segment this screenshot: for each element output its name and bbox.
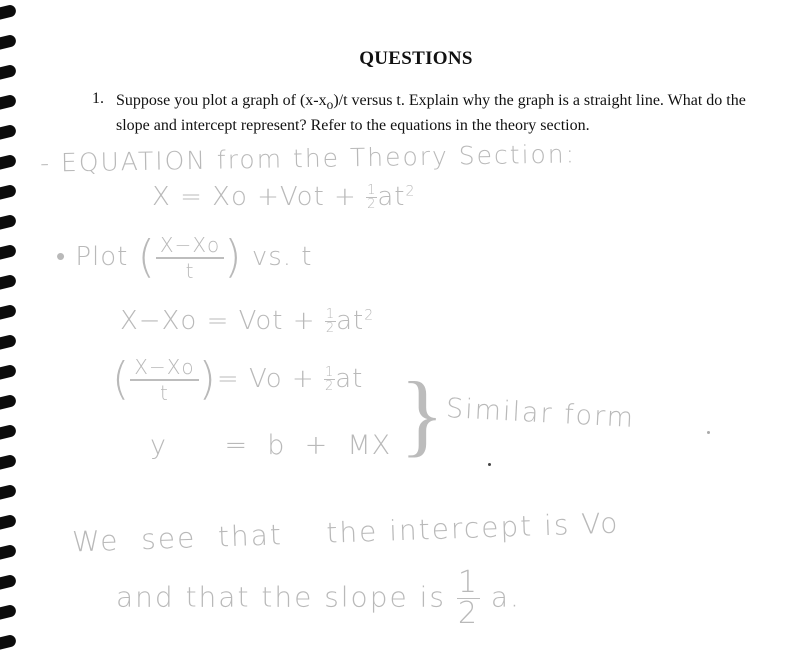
handwritten-heading: - EQUATION from the Theory Section: <box>39 139 577 178</box>
binding-hole <box>0 304 17 320</box>
binding-hole <box>0 4 17 20</box>
binding-hole <box>0 544 17 560</box>
binding-hole <box>0 514 17 530</box>
handwritten-equation-rearranged: X−Xo = Vot + $\frac{1}{2}$ $at^2$ <box>120 306 375 336</box>
binding-hole <box>0 604 17 620</box>
binding-hole <box>0 574 17 590</box>
handwritten-equation-linear: ( $\frac{X-Xo}{t}$ )= Vo + $\frac{1}{2}$ at <box>112 354 364 405</box>
binding-hole <box>0 364 17 380</box>
binding-hole <box>0 124 17 140</box>
spiral-binding <box>0 0 22 660</box>
page-title: QUESTIONS <box>359 48 473 69</box>
handwritten-conclusion-intercept: We see that the intercept is Vo <box>71 506 620 559</box>
binding-hole <box>0 214 17 230</box>
binding-hole <box>0 94 17 110</box>
binding-hole <box>0 394 17 410</box>
handwritten-similar-form: Similar form <box>445 393 636 434</box>
question-text: Suppose you plot a graph of $(x-x_o)/t$ versus t. Explain why the graph is a straight line. What do the slope and intercept represent? Refer to the equations in the theory section. <box>116 92 746 135</box>
brace-symbol: } <box>400 363 445 465</box>
paper-speck <box>488 463 491 466</box>
question-number: 1. <box>92 90 104 107</box>
paper-speck <box>707 431 710 434</box>
binding-hole <box>0 634 17 650</box>
handwritten-plot-instruction: • Plot ( $\frac{X-Xo}{t}$ ) vs. t <box>56 232 313 283</box>
binding-hole <box>0 184 17 200</box>
binding-hole <box>0 334 17 350</box>
binding-hole <box>0 274 17 290</box>
handwritten-conclusion-slope: and that the slope is $\frac{1}{2}$ a. <box>116 565 521 631</box>
binding-hole <box>0 484 17 500</box>
binding-hole <box>0 424 17 440</box>
handwritten-equation-position: X = Xo +Vot + $\frac{1}{2}$ $at^2$ <box>152 182 416 212</box>
binding-hole <box>0 454 17 470</box>
handwritten-line-equation: y = b + MX <box>150 430 392 461</box>
binding-hole <box>0 244 17 260</box>
binding-hole <box>0 154 17 170</box>
